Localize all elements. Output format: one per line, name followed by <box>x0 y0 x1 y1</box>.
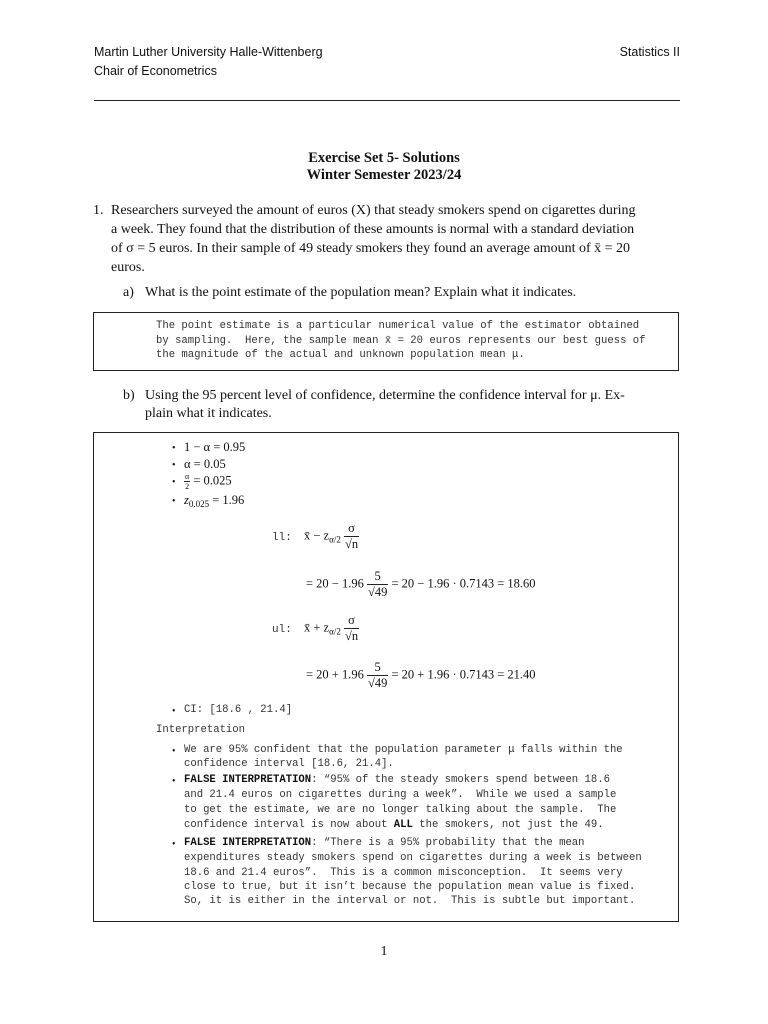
upper-limit-formula: x̄ + $z_{\alpha/2}$ $\frac{\sigma}{√n}$ <box>304 613 359 643</box>
lower-limit-label: ll: <box>272 532 292 544</box>
interpretation-line: We are 95% confident that the population parameter μ falls within the <box>184 744 623 756</box>
false-interpretation-line: expenditures steady smokers spend on cigarettes during a week is between <box>184 852 642 864</box>
semester-title: Winter Semester 2023/24 <box>306 167 462 183</box>
false-interpretation-line: FALSE INTERPRETATION: “There is a 95% probability that the mean <box>184 837 585 849</box>
upper-limit-calculation: = 20 + 1.96 $\frac{5}{√49}$ = 20 + 1.96 · 0.7143 = 21.40 <box>306 660 536 690</box>
answer-line: The point estimate is a particular numerical value of the estimator obtained <box>156 320 640 332</box>
false-interpretation-line: FALSE INTERPRETATION: “95% of the steady smokers spend between 18.6 <box>184 774 610 786</box>
lower-limit-calculation: = 20 − 1.96 $\frac{5}{√49}$ = 20 − 1.96 · 0.7143 = 18.60 <box>306 569 536 599</box>
given-item: $z_{0.025} = 1.96$ <box>184 493 245 509</box>
bullet-icon: • <box>172 460 176 471</box>
part-a-label: a) <box>123 285 134 300</box>
problem-text-line: of σ = 5 euros. In their sample of 49 steady smokers they found an average amount of x̄ = 20 <box>111 241 631 256</box>
false-interpretation-line: So, it is either in the interval or not. This is subtle but important. <box>184 895 636 907</box>
given-item: $\frac{\alpha}{2}$ = 0.025 <box>185 472 232 491</box>
false-interpretation-line: to get the estimate, we are no longer talking about the sample. The <box>184 804 617 816</box>
part-b-label: b) <box>123 388 135 403</box>
bullet-icon: • <box>172 706 176 717</box>
false-interpretation-line: confidence interval is now about ALL the smokers, not just the 49. <box>184 819 604 831</box>
false-interpretation-line: and 21.4 euros on cigarettes during a week”. While we used a sample <box>184 789 617 801</box>
part-b-answer-box <box>93 432 679 922</box>
part-a-question: What is the point estimate of the population mean? Explain what it indicates. <box>145 285 577 300</box>
header-divider <box>94 100 680 101</box>
document-title: Exercise Set 5- Solutions <box>308 150 460 166</box>
answer-line: the magnitude of the actual and unknown population mean μ. <box>156 349 525 361</box>
chair-name: Chair of Econometrics <box>94 64 217 78</box>
problem-text-line: Researchers surveyed the amount of euros (X) that steady smokers spend on cigarettes during <box>111 203 636 218</box>
false-interpretation-line: close to true, but it isn’t because the population mean value is fixed. <box>184 881 636 893</box>
part-b-question: Using the 95 percent level of confidence, determine the confidence interval for μ. Ex- <box>145 388 625 403</box>
university-name: Martin Luther University Halle-Wittenberg <box>94 45 323 59</box>
upper-limit-label: ul: <box>272 624 292 636</box>
part-a-answer-box <box>93 312 679 371</box>
bullet-icon: • <box>172 776 176 787</box>
bullet-icon: • <box>172 477 176 488</box>
bullet-icon: • <box>172 496 176 507</box>
part-b-question: plain what it indicates. <box>145 406 272 421</box>
false-interpretation-line: 18.6 and 21.4 euros”. This is a common misconception. It seems very <box>184 867 623 879</box>
course-name: Statistics II <box>619 45 680 59</box>
page-number: 1 <box>380 944 388 959</box>
problem-text-line: a week. They found that the distribution of these amounts is normal with a standard deviation <box>111 222 635 237</box>
given-item: α = 0.05 <box>184 457 226 471</box>
interpretation-line: confidence interval [18.6, 21.4]. <box>184 758 394 770</box>
given-item: 1 − α = 0.95 <box>184 440 246 454</box>
bullet-icon: • <box>172 746 176 757</box>
bullet-icon: • <box>172 839 176 850</box>
interpretation-heading: Interpretation <box>156 724 246 736</box>
problem-number: 1. <box>93 203 104 218</box>
confidence-interval: CI: [18.6 , 21.4] <box>184 704 293 716</box>
answer-line: by sampling. Here, the sample mean x̄ = 20 euros represents our best guess of <box>156 335 646 347</box>
lower-limit-formula: x̄ − $z_{\alpha/2}$ $\frac{\sigma}{√n}$ <box>304 521 359 551</box>
bullet-icon: • <box>172 443 176 454</box>
problem-text-line: euros. <box>111 260 145 275</box>
